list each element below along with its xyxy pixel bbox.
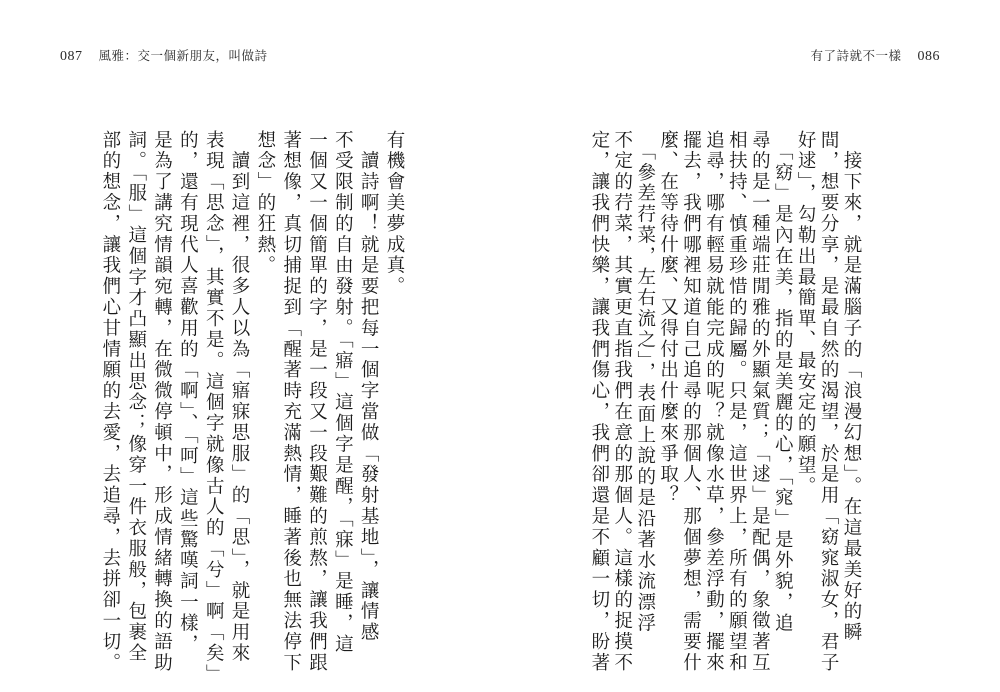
text-column: 追尋，哪有輕易就能完成的呢？就像水草，參差浮動，擺來	[703, 130, 725, 674]
text-column: 的，還有現代人喜歡用的「啊」、「呵」這些驚嘆詞一樣，	[177, 130, 199, 655]
left-chapter-title: 風雅：交一個新朋友，叫做詩	[98, 48, 268, 63]
text-column: 一個又一個簡單的字，是一段又一段艱難的煎熬，讓我們跟	[306, 130, 328, 674]
text-column: 詞。「服」這個字才凸顯出思念；像穿一件衣服般，包裹全	[125, 130, 147, 665]
text-column: 尋的是一種端莊閒雅的外顯氣質；「逑」是配偶，象徵著互	[749, 130, 771, 674]
text-column: 不定的荇菜，其實更直指我們在意的那個人。這樣的捉摸不	[611, 130, 633, 674]
text-column: 相扶持、慎重珍惜的歸屬。只是，這世界上，所有的願望和	[726, 130, 748, 674]
text-column: 部的想念，讓我們心甘情願的去愛，去追尋，去拼卻一切。	[99, 130, 121, 674]
text-column: 不受限制的自由發射。「寤」這個字是醒，「寐」是睡，這	[332, 130, 354, 655]
left-running-header	[60, 46, 268, 65]
right-chapter-title: 有了詩就不一樣	[810, 48, 902, 63]
text-column: 「窈」是內在美，指的是美麗的心，「窕」是外貌，追	[772, 130, 794, 634]
text-column: 好逑」，勾勒出最簡單、最安定的願望。	[795, 130, 817, 497]
right-page-number: 086	[917, 49, 940, 64]
text-column: 是為了講究情韻宛轉，在微微停頓中，形成情緒轉換的語助	[151, 130, 173, 674]
left-page-number: 087	[60, 49, 83, 64]
text-column: 著想像，真切捕捉到「醒著時充滿熱情，睡著後也無法停下	[280, 130, 302, 674]
right-running-header	[810, 46, 940, 65]
text-column: 想念」的狂熱。	[254, 130, 276, 277]
text-column: 讀到這裡，很多人以為「寤寐思服」的「思」，就是用來	[229, 130, 251, 665]
text-column: 麼、在等待什麼、又得付出什麼來爭取？	[657, 130, 679, 507]
text-column: 讀詩啊！就是要把每一個字當做「發射基地」，讓情感	[358, 130, 380, 644]
text-column: 間，想要分享，是最自然的渴望，於是用「窈窕淑女，君子	[818, 130, 840, 674]
text-column: 擺去，我們哪裡知道自己追尋的那個人、那個夢想，需要什	[680, 130, 702, 674]
text-column: 定，讓我們快樂，讓我們傷心，我們卻還是不顧一切，盼著	[588, 130, 610, 674]
text-column: 有機會美夢成真。	[384, 130, 405, 298]
text-column: 接下來，就是滿腦子的「浪漫幻想」。在這最美好的瞬	[841, 130, 862, 644]
text-column: 「參差荇菜，左右流之」，表面上說的是沿著水流漂浮	[634, 130, 656, 634]
right-page-text	[585, 130, 862, 674]
left-page-text	[93, 130, 405, 686]
text-column: 表現「思念」，其實不是。這個字就像古人的「兮」啊「矣」	[203, 130, 225, 686]
